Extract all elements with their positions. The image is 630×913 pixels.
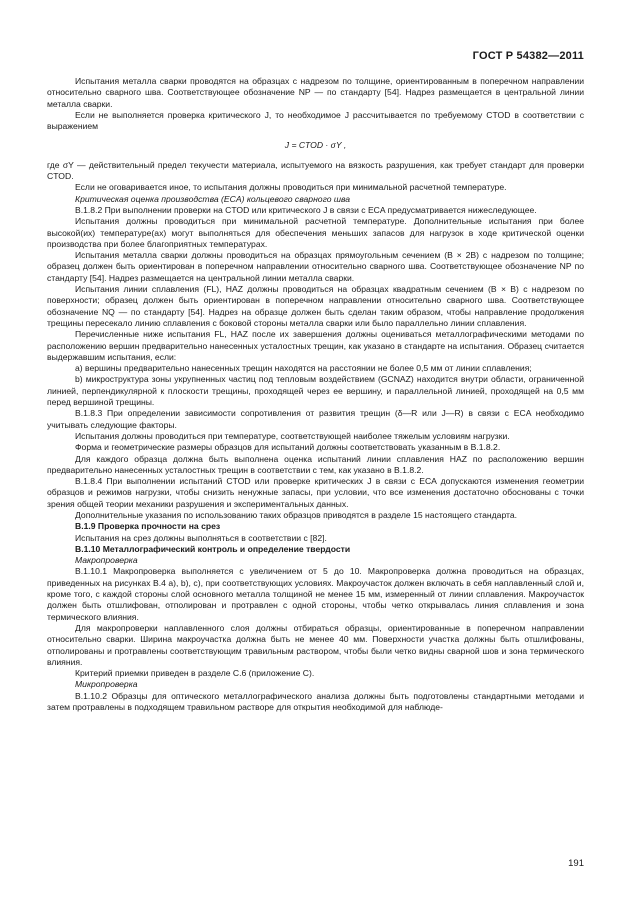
paragraph: b) микроструктура зоны укрупненных частиц под тепловым воздействием (GCNAZ) находится внутри области, ограниченной линией, перпендикулярной к плоскости трещины, проходящей через ее вершину, и параллельной линией, проходящей на 0,5 мм перед вершиной трещины. xyxy=(47,374,584,408)
paragraph: Критическая оценка производства (ECA) кольцевого сварного шва xyxy=(75,193,351,204)
paragraph: где σY — действительный предел текучести материала, испытуемого на вязкость разрушения, как требует стандарт для проверки CTOD. xyxy=(47,159,584,182)
paragraph: Если не оговаривается иное, то испытания должны проводиться при минимальной расчетной температуре. xyxy=(75,182,507,193)
paragraph: Испытания линии сплавления (FL), HAZ должны проводиться на образцах квадратным сечением (B × B) с надрезом по поверхности; образец должен быть ориентирован в поперечном направлении относительно сварного шва. Соответствующее обозначение NQ — по стандарту [54]. Надрез на образце должен быть сделан таким образом, чтобы направление продолжения трещины пересекало линию сплавления с боковой стороны металла сварки или было параллельно линии сплавления. xyxy=(47,284,584,328)
paragraph: В.1.8.2 При выполнении проверки на CTOD или критического J в связи с ECA предусматривается нижеследующее. xyxy=(75,204,537,215)
standard-header: ГОСТ Р 54382—2011 xyxy=(472,50,584,62)
paragraph: В.1.10 Металлографический контроль и определение твердости xyxy=(75,543,351,554)
paragraph: Испытания должны проводиться при минимальной расчетной температуре. Дополнительные испытания при более высокой(их) температуре(ах) могут выполняться для обеспечения меньших запасов для нагрузок в ходе критической оценки производства при более благоприятных температурах. xyxy=(47,216,584,249)
paragraph: Испытания металла сварки проводятся на образцах с надрезом по толщине, ориентированным в поперечном направлении относительно сварного шва. Соответствующее обозначение NP — по стандарту [54]. Надрез размещается в центральной линии металла сварки. xyxy=(47,76,584,109)
paragraph: В.1.10.1 Макропроверка выполняется с увеличением от 5 до 10. Макропроверка должна проводиться на образцах, приведенных на рисунках В.4 а), b), с), при соответствующих условиях. Макроучасток должен включать в себя наплавленный слой и, кроме того, с каждой стороны слой основного металла толщиной не менее 15 мм, измеренный от линии сплавления. Макроучасток должен быть отшлифован, отполирован и протравлен с одной стороны, чтобы четко открывалась линия сплавления и зона термического влияния. xyxy=(47,566,584,622)
paragraph: Испытания на срез должны выполняться в соответствии с [82]. xyxy=(75,532,327,543)
paragraph: Критерий приемки приведен в разделе С.6 (приложение С). xyxy=(75,668,315,679)
paragraph: В.1.9 Проверка прочности на срез xyxy=(75,521,221,532)
paragraph: Дополнительные указания по использованию таких образцов приводятся в разделе 15 настоящего стандарта. xyxy=(75,509,518,520)
paragraph: Макропроверка xyxy=(75,555,138,566)
paragraph: В.1.8.3 При определении зависимости сопротивления от развития трещин (δ—R или J—R) в связи с ECA необходимо учитывать следующие факторы. xyxy=(47,408,584,430)
paragraph: а) вершины предварительно нанесенных трещин находятся на расстоянии не более 0,5 мм от линии сплавления; xyxy=(75,363,532,374)
page-number: 191 xyxy=(568,858,584,869)
paragraph: В.1.8.4 При выполнении испытаний CTOD или проверке критических J в связи с ECA допускаются изменения геометрии образцов и режимов нагрузки, чтобы снизить ненужные запасы, при условии, что все изменения достаточно обоснованы с точки зрения общей теории механики разрушения и экспериментальных данных. xyxy=(47,476,584,509)
paragraph: J = CTOD · σY , xyxy=(284,140,347,151)
paragraph: Испытания металла сварки должны проводиться на образцах прямоугольным сечением (B × 2B) с надрезом по толщине; образец должен быть ориентирован в поперечном направлении относительно сварного шва. Соответствующее обозначение NP по стандарту [54]. Надрез размещается на центральной линии металла сварки. xyxy=(47,250,584,283)
paragraph: В.1.10.2 Образцы для оптического металлографического анализа должны быть подготовлены стандартными методами и затем протравлены в подходящем травильном растворе для открытия необходимой для наблюде- xyxy=(47,690,584,713)
paragraph: Для каждого образца должна быть выполнена оценка испытаний линии сплавления HAZ по расположению вершин предварительно нанесенных усталостных трещин в соответствии с тем, как указано в В.1.8.2. xyxy=(47,453,584,475)
paragraph: Перечисленные ниже испытания FL, HAZ после их завершения должны оцениваться металлографическими методами по расположению вершин предварительно нанесенных усталостных трещин, как указано в стандарте на испытания. Образец считается выдержавшим испытания, если: xyxy=(47,329,584,362)
paragraph: Для макропроверки наплавленного слоя должны отбираться образцы, ориентированные в поперечном направлении относительно сварки. Ширина макроучастка должна быть не менее 40 мм. Поверхности участка должны быть отшлифованы, отполированы и протравлены соответствующим травильным раствором, чтобы были четко видны сварной шов и зона термического влияния. xyxy=(47,622,584,667)
paragraph: Испытания должны проводиться при температуре, соответствующей наиболее тяжелым условиям нагрузки. xyxy=(75,430,510,441)
paragraph: Форма и геометрические размеры образцов для испытаний должны соответствовать указанным в В.1.8.2. xyxy=(75,442,501,453)
paragraph: Микропроверка xyxy=(75,679,138,690)
document-body xyxy=(47,68,584,713)
paragraph: Если не выполняется проверка критического J, то необходимое J рассчитывается по требуемому CTOD в соответствии с выражением xyxy=(47,109,584,132)
